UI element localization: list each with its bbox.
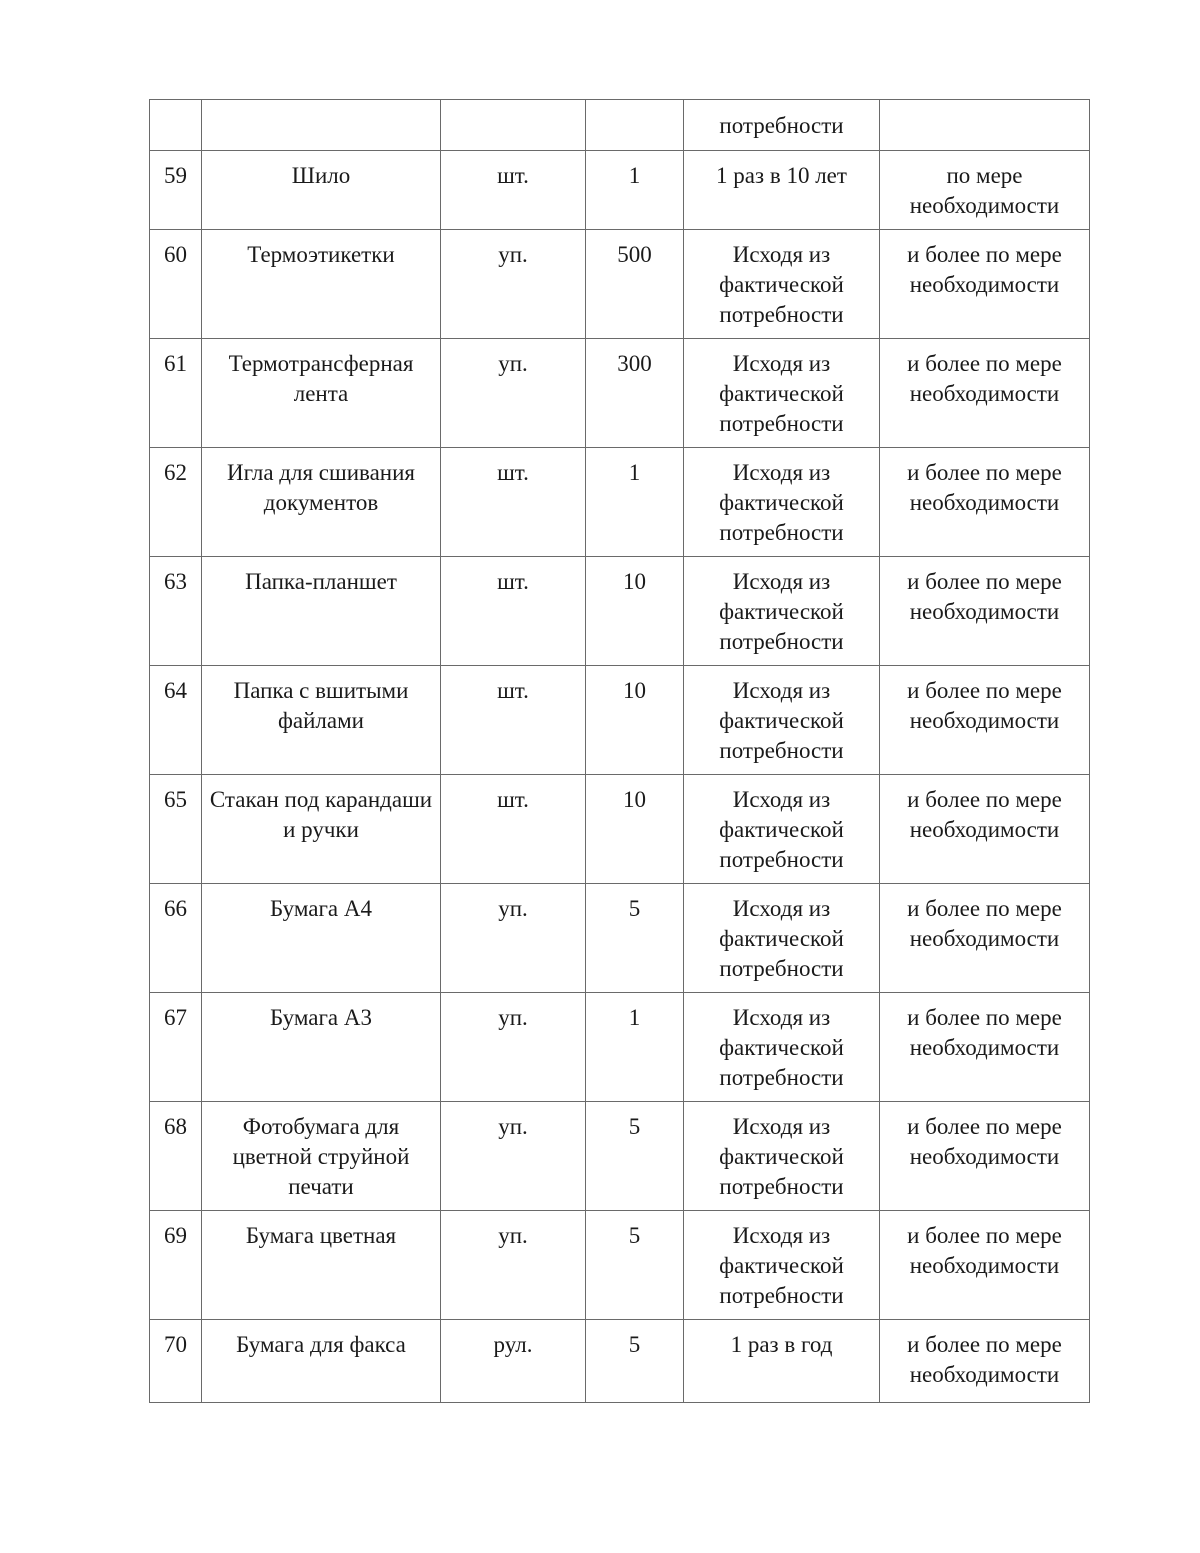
unit-cell: шт.: [441, 666, 586, 775]
table-row: [150, 1211, 1090, 1320]
note-cell: и более по мере необходимости: [880, 339, 1090, 448]
row-number-cell: 64: [150, 666, 202, 775]
period-cell: Исходя из фактической потребности: [684, 884, 880, 993]
table-row: [150, 775, 1090, 884]
quantity-cell: 5: [586, 1320, 684, 1403]
row-number-cell: 67: [150, 993, 202, 1102]
row-number-cell: 63: [150, 557, 202, 666]
period-cell: Исходя из фактической потребности: [684, 557, 880, 666]
item-name-cell: [202, 100, 441, 151]
unit-cell: уп.: [441, 1102, 586, 1211]
period-cell: 1 раз в год: [684, 1320, 880, 1403]
unit-cell: шт.: [441, 151, 586, 230]
unit-cell: уп.: [441, 1211, 586, 1320]
table-row: [150, 884, 1090, 993]
row-number-cell: 66: [150, 884, 202, 993]
note-cell: и более по мере необходимости: [880, 1320, 1090, 1403]
quantity-cell: 300: [586, 339, 684, 448]
table-row: [150, 448, 1090, 557]
row-number-cell: 65: [150, 775, 202, 884]
note-cell: и более по мере необходимости: [880, 557, 1090, 666]
period-cell: потребности: [684, 100, 880, 151]
note-cell: по мере необходимости: [880, 151, 1090, 230]
quantity-cell: 10: [586, 775, 684, 884]
unit-cell: [441, 100, 586, 151]
period-cell: Исходя из фактической потребности: [684, 339, 880, 448]
quantity-cell: 5: [586, 884, 684, 993]
item-name-cell: Стакан под карандаши и ручки: [202, 775, 441, 884]
table-row: [150, 230, 1090, 339]
period-cell: Исходя из фактической потребности: [684, 775, 880, 884]
table-row: [150, 1102, 1090, 1211]
row-number-cell: 68: [150, 1102, 202, 1211]
quantity-cell: 10: [586, 666, 684, 775]
item-name-cell: Термоэтикетки: [202, 230, 441, 339]
note-cell: и более по мере необходимости: [880, 884, 1090, 993]
table-body: [150, 100, 1090, 1403]
unit-cell: уп.: [441, 230, 586, 339]
quantity-cell: 1: [586, 993, 684, 1102]
period-cell: Исходя из фактической потребности: [684, 993, 880, 1102]
row-number-cell: 62: [150, 448, 202, 557]
quantity-cell: 1: [586, 151, 684, 230]
note-cell: и более по мере необходимости: [880, 666, 1090, 775]
unit-cell: шт.: [441, 448, 586, 557]
period-cell: Исходя из фактической потребности: [684, 1211, 880, 1320]
item-name-cell: Папка-планшет: [202, 557, 441, 666]
quantity-cell: 5: [586, 1211, 684, 1320]
table-row: [150, 1320, 1090, 1403]
unit-cell: уп.: [441, 993, 586, 1102]
note-cell: [880, 100, 1090, 151]
item-name-cell: Папка с вшитыми файлами: [202, 666, 441, 775]
row-number-cell: [150, 100, 202, 151]
unit-cell: шт.: [441, 775, 586, 884]
item-name-cell: Бумага для факса: [202, 1320, 441, 1403]
item-name-cell: Бумага А4: [202, 884, 441, 993]
item-name-cell: Бумага цветная: [202, 1211, 441, 1320]
row-number-cell: 69: [150, 1211, 202, 1320]
quantity-cell: 500: [586, 230, 684, 339]
note-cell: и более по мере необходимости: [880, 1211, 1090, 1320]
table-row: [150, 339, 1090, 448]
table-row-continuation: [150, 100, 1090, 151]
period-cell: 1 раз в 10 лет: [684, 151, 880, 230]
row-number-cell: 61: [150, 339, 202, 448]
period-cell: Исходя из фактической потребности: [684, 448, 880, 557]
item-name-cell: Бумага А3: [202, 993, 441, 1102]
period-cell: Исходя из фактической потребности: [684, 230, 880, 339]
row-number-cell: 59: [150, 151, 202, 230]
quantity-cell: 1: [586, 448, 684, 557]
period-cell: Исходя из фактической потребности: [684, 1102, 880, 1211]
unit-cell: уп.: [441, 339, 586, 448]
row-number-cell: 60: [150, 230, 202, 339]
table-row: [150, 557, 1090, 666]
note-cell: и более по мере необходимости: [880, 230, 1090, 339]
row-number-cell: 70: [150, 1320, 202, 1403]
quantity-cell: [586, 100, 684, 151]
supply-norms-table: [149, 99, 1090, 1403]
period-cell: Исходя из фактической потребности: [684, 666, 880, 775]
unit-cell: рул.: [441, 1320, 586, 1403]
unit-cell: уп.: [441, 884, 586, 993]
quantity-cell: 5: [586, 1102, 684, 1211]
note-cell: и более по мере необходимости: [880, 993, 1090, 1102]
note-cell: и более по мере необходимости: [880, 1102, 1090, 1211]
item-name-cell: Термотрансферная лента: [202, 339, 441, 448]
unit-cell: шт.: [441, 557, 586, 666]
table-row: [150, 666, 1090, 775]
table-row: [150, 993, 1090, 1102]
item-name-cell: Игла для сшивания документов: [202, 448, 441, 557]
table-row: [150, 151, 1090, 230]
item-name-cell: Шило: [202, 151, 441, 230]
quantity-cell: 10: [586, 557, 684, 666]
item-name-cell: Фотобумага для цветной струйной печати: [202, 1102, 441, 1211]
note-cell: и более по мере необходимости: [880, 775, 1090, 884]
note-cell: и более по мере необходимости: [880, 448, 1090, 557]
